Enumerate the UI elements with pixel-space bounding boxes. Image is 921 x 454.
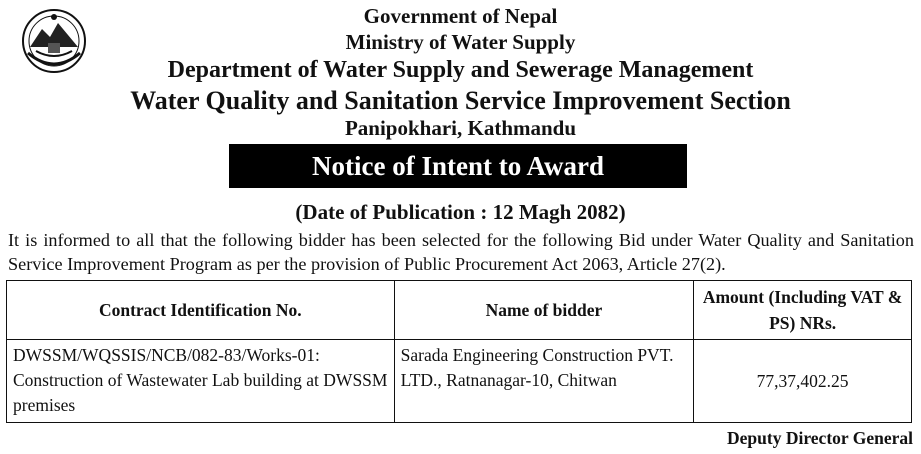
department-title: Department of Water Supply and Sewerage Management [167,57,754,83]
column-header-contract: Contract Identification No. [7,281,395,340]
government-title: Government of Nepal [363,4,558,28]
table-row [7,340,912,423]
bidder-name-cell: Sarada Engineering Construction PVT. LTD., Ratnanagar-10, Chitwan [394,340,694,423]
notice-title: Notice of Intent to Award [312,150,604,181]
notice-title-banner [229,144,687,188]
column-header-bidder: Name of bidder [394,281,694,340]
signatory-title: Deputy Director General [727,428,913,448]
section-title: Water Quality and Sanitation Service Improvement Section [130,86,791,115]
ministry-title: Ministry of Water Supply [345,30,576,54]
table-header-row [7,281,912,340]
notice-intro-paragraph: It is informed to all that the following bidder has been selected for the following Bid under Water Quality and Sanitation Service Improvement Program as per the provision of Public Procurement Act 2063, Article 27(2). [8,230,914,274]
column-header-amount: Amount (Including VAT & PS) NRs. [694,281,912,340]
contract-identification-cell: DWSSM/WQSSIS/NCB/082-83/Works-01: Construction of Wastewater Lab building at DWSSM premises [7,340,395,423]
publication-date: (Date of Publication : 12 Magh 2082) [295,200,626,224]
office-location: Panipokhari, Kathmandu [344,116,577,140]
amount-cell: 77,37,402.25 [694,340,912,423]
award-table [6,280,912,423]
